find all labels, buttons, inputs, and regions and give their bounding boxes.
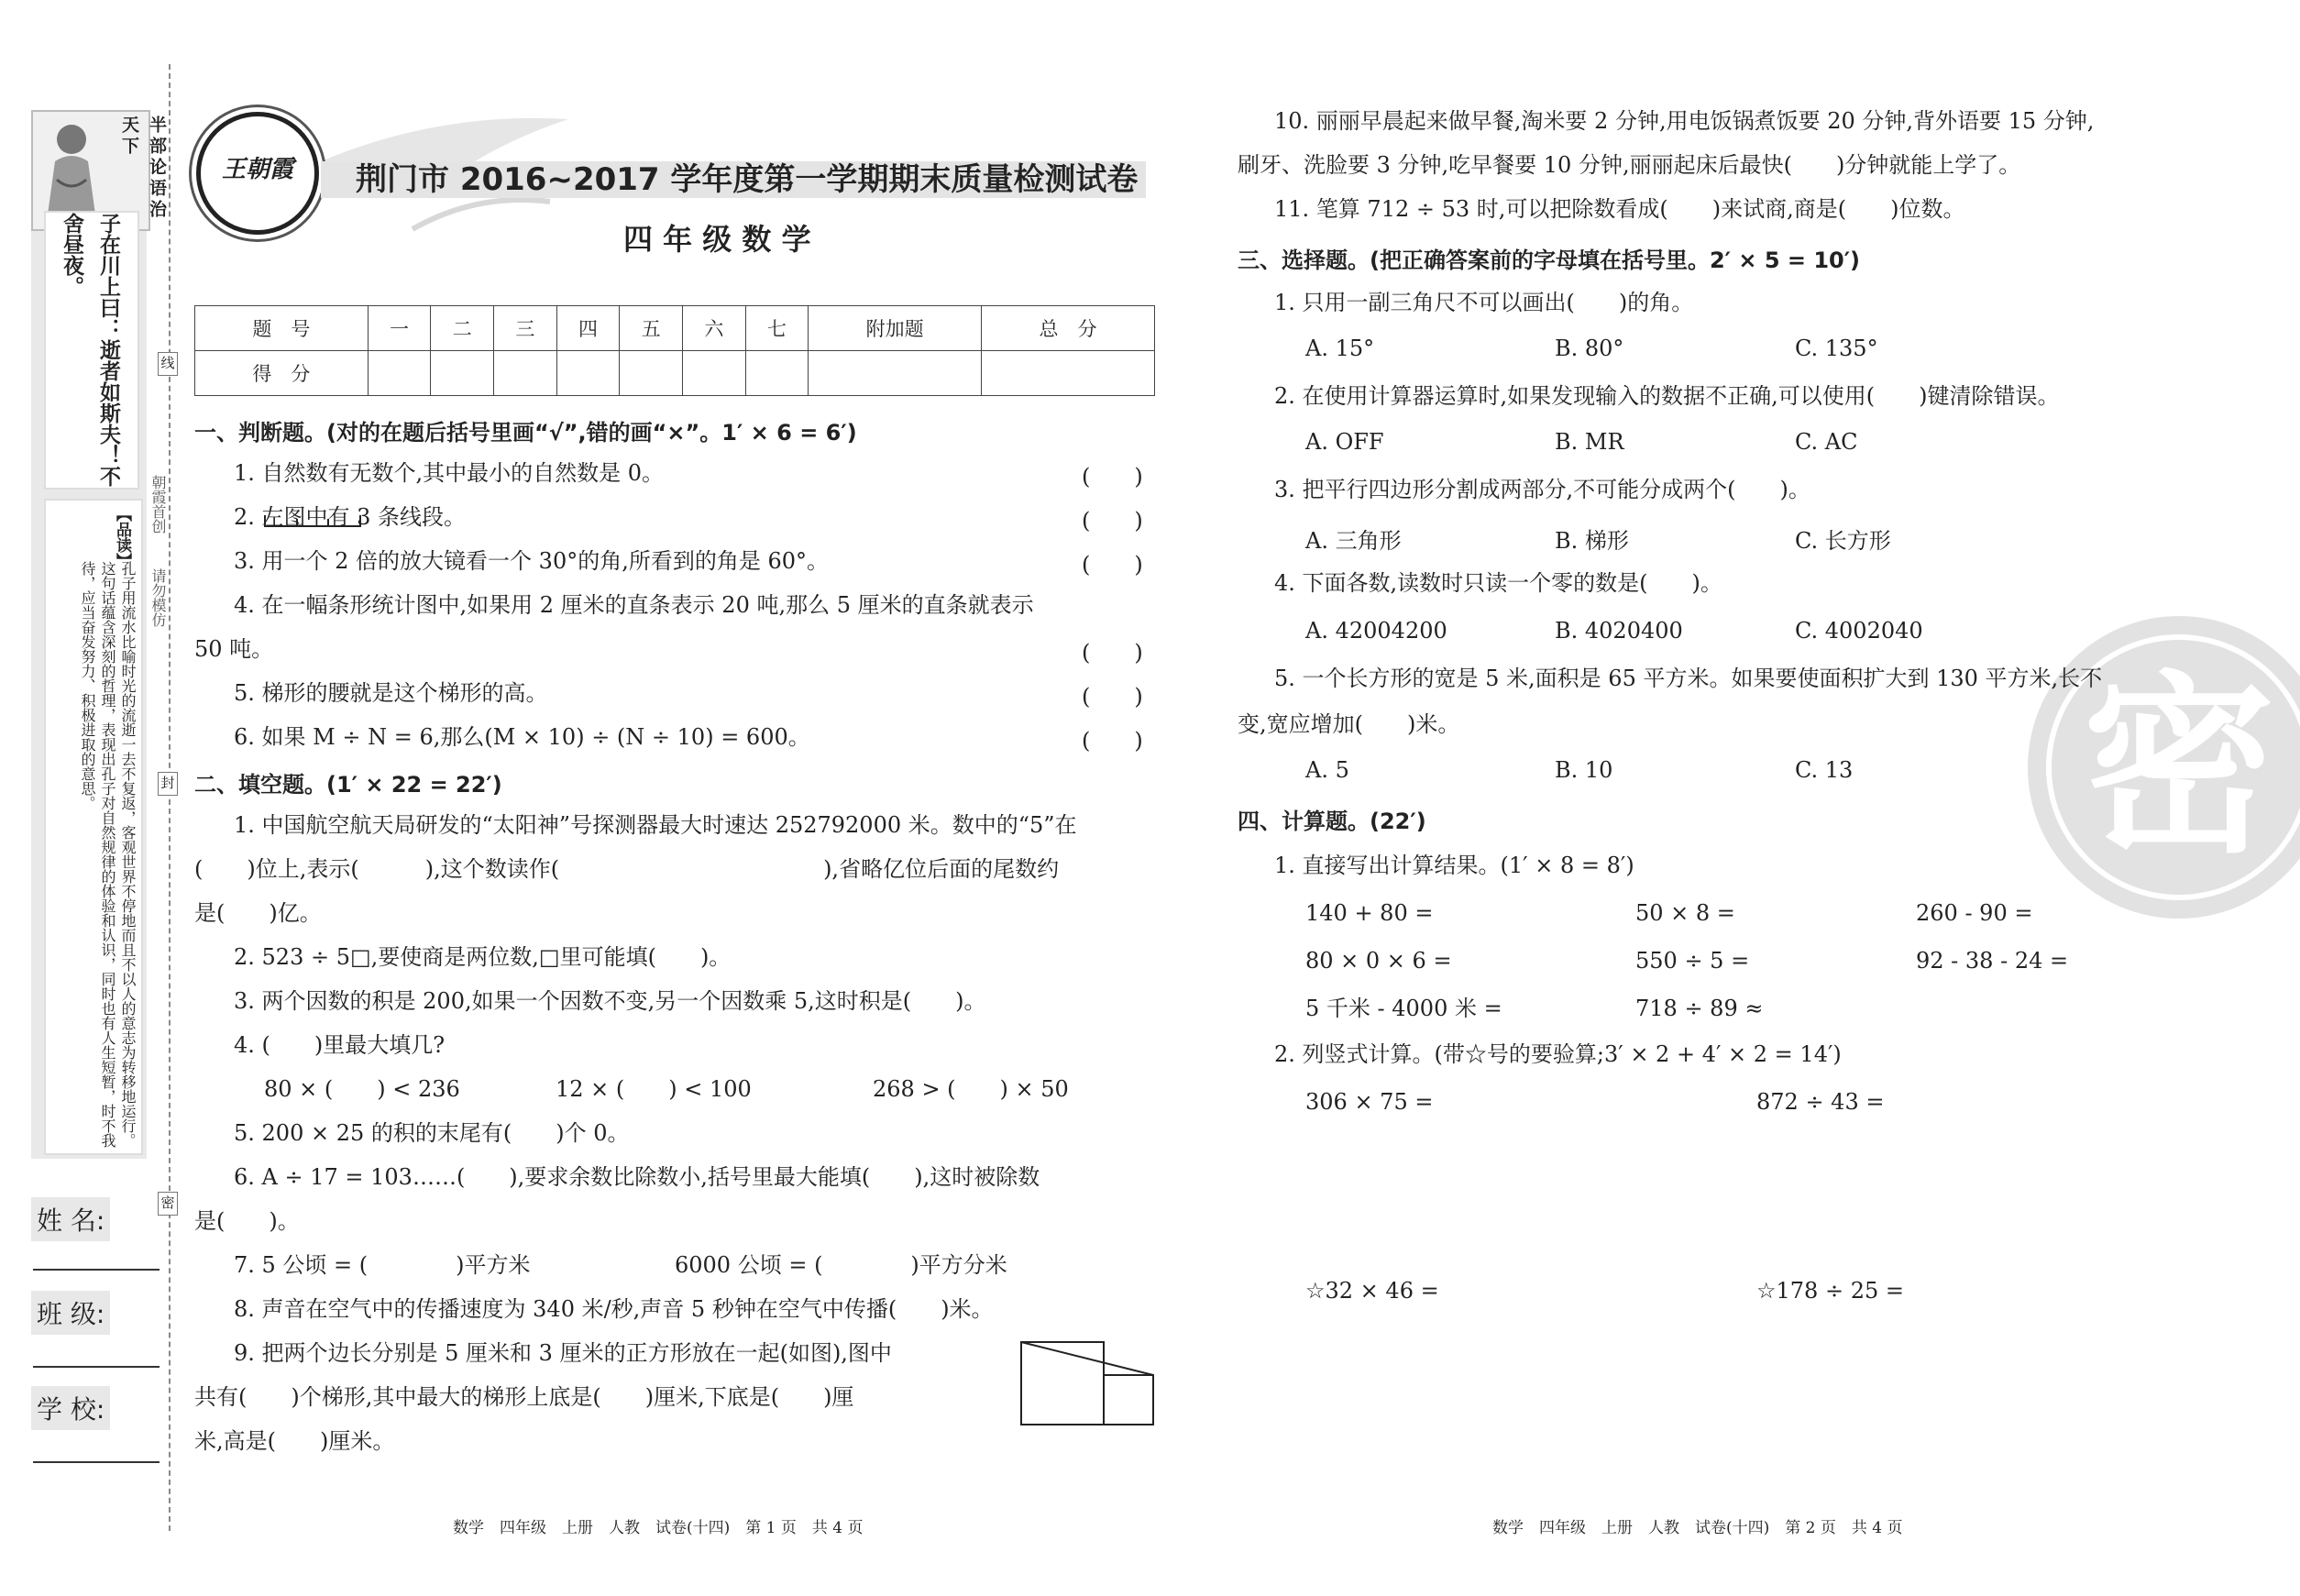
copyright-note-a: 朝霞首创 bbox=[149, 475, 167, 534]
sidebar-reading-text: 孔子用流水比喻时光的流逝一去不复返，客观世界不停地而且不以人的意志为转移地运行。这句话蕴含深刻的哲理，表现出孔子对自然规律的体验和认识，同时也有人生短暂，时不我待，应当奋发努力、积极进取的意思。 bbox=[79, 561, 137, 1148]
calc-item: 550 ÷ 5 = bbox=[1635, 948, 1750, 974]
margin-mark-line: 线 bbox=[158, 352, 178, 376]
judge-item-6: 6. 如果 M ÷ N = 6,那么(M × 10) ÷ (N ÷ 10) = 600。 bbox=[234, 724, 810, 750]
squares-figure bbox=[1019, 1340, 1157, 1428]
fill-q4-b: 12 × ( ) < 100 bbox=[556, 1076, 752, 1102]
calc-item: 92 - 38 - 24 = bbox=[1916, 948, 2069, 974]
table-cell: 附加题 bbox=[809, 306, 982, 351]
fill-q6-line2: 是( )。 bbox=[194, 1208, 300, 1234]
fill-q1-line1: 1. 中国航空航天局研发的“太阳神”号探测器最大时速达 252792000 米。数中的“5”在 bbox=[234, 812, 1077, 838]
fill-q7-b: 6000 公顷 = ( )平方分米 bbox=[675, 1252, 1007, 1278]
exam-title: 荆门市 2016~2017 学年度第一学期期末质量检测试卷 bbox=[356, 161, 1139, 198]
calc-q2: 2. 列竖式计算。(带☆号的要验算;3′ × 2 + 4′ × 2 = 14′) bbox=[1274, 1041, 1842, 1067]
score-cell[interactable] bbox=[745, 351, 809, 396]
section-1-title: 一、判断题。(对的在题后括号里画“√”,错的画“×”。1′ × 6 = 6′) bbox=[194, 420, 857, 446]
fill-q5: 5. 200 × 25 的积的末尾有( )个 0。 bbox=[234, 1120, 630, 1146]
answer-blank[interactable]: ( ) bbox=[1082, 464, 1143, 490]
judge-item-4-cont: 50 吨。 bbox=[194, 636, 274, 662]
choice-q1-option-a[interactable]: A. 15° bbox=[1305, 336, 1375, 361]
binding-dashed-line bbox=[169, 64, 171, 1531]
judge-item-4: 4. 在一幅条形统计图中,如果用 2 厘米的直条表示 20 吨,那么 5 厘米的直条就表示 bbox=[234, 592, 1034, 618]
choice-q2: 2. 在使用计算器运算时,如果发现输入的数据不正确,可以使用( )键清除错误。 bbox=[1274, 383, 2060, 409]
fill-q7-a: 7. 5 公顷 = ( )平方米 bbox=[234, 1252, 531, 1278]
calc-item: 718 ÷ 89 ≈ bbox=[1635, 996, 1764, 1021]
fill-q1-line2: ( )位上,表示( ),这个数读作( ),省略亿位后面的尾数约 bbox=[194, 856, 1060, 882]
choice-q4-option-c[interactable]: C. 4002040 bbox=[1795, 618, 1923, 644]
sidebar-name-label: 姓 名: bbox=[31, 1197, 110, 1241]
calc-q1: 1. 直接写出计算结果。(1′ × 8 = 8′) bbox=[1274, 853, 1634, 878]
judge-item-1: 1. 自然数有无数个,其中最小的自然数是 0。 bbox=[234, 460, 665, 486]
score-cell[interactable] bbox=[368, 351, 431, 396]
fill-q9-line2: 共有( )个梯形,其中最大的梯形上底是( )厘米,下底是( )厘 bbox=[194, 1384, 854, 1410]
table-cell: 五 bbox=[620, 306, 683, 351]
sidebar-class-label: 班 级: bbox=[31, 1291, 110, 1335]
judge-item-3: 3. 用一个 2 倍的放大镜看一个 30°的角,所看到的角是 60°。 bbox=[234, 548, 830, 574]
vertical-calc-item: 306 × 75 = bbox=[1305, 1089, 1434, 1115]
choice-q1-option-c[interactable]: C. 135° bbox=[1795, 336, 1878, 361]
answer-blank[interactable]: ( ) bbox=[1082, 552, 1143, 578]
score-cell[interactable] bbox=[982, 351, 1155, 396]
table-cell: 三 bbox=[494, 306, 557, 351]
choice-q1: 1. 只用一副三角尺不可以画出( )的角。 bbox=[1274, 290, 1694, 315]
section-2-title: 二、填空题。(1′ × 22 = 22′) bbox=[194, 772, 502, 798]
fill-q4-c: 268 > ( ) × 50 bbox=[873, 1076, 1069, 1102]
choice-q4: 4. 下面各数,读数时只读一个零的数是( )。 bbox=[1274, 570, 1722, 596]
fill-q6-line1: 6. A ÷ 17 = 103……( ),要求余数比除数小,括号里最大能填( ),这时被除数 bbox=[234, 1164, 1040, 1190]
choice-q3-option-c[interactable]: C. 长方形 bbox=[1795, 528, 1891, 554]
choice-q2-option-a[interactable]: A. OFF bbox=[1305, 429, 1384, 455]
table-cell: 二 bbox=[431, 306, 494, 351]
confucius-icon bbox=[35, 116, 108, 216]
choice-q5-option-b[interactable]: B. 10 bbox=[1555, 757, 1613, 783]
margin-mark-secret: 密 bbox=[158, 1192, 178, 1216]
score-cell[interactable] bbox=[556, 351, 620, 396]
margin-mark-seal: 封 bbox=[158, 772, 178, 796]
watermark-seal-glyph: 密 bbox=[2082, 655, 2275, 879]
choice-q5-line2: 变,宽应增加( )米。 bbox=[1238, 711, 1460, 737]
score-table-header-row bbox=[195, 306, 1155, 351]
choice-q3-option-a[interactable]: A. 三角形 bbox=[1305, 528, 1402, 554]
sidebar-top-label: 半部论语治天下 bbox=[119, 116, 167, 221]
sidebar-school-label: 学 校: bbox=[31, 1386, 110, 1430]
fill-q9-line3: 米,高是( )厘米。 bbox=[194, 1428, 395, 1454]
table-cell: 一 bbox=[368, 306, 431, 351]
section-3-title: 三、选择题。(把正确答案前的字母填在括号里。2′ × 5 = 10′) bbox=[1238, 248, 1861, 273]
choice-q2-option-b[interactable]: B. MR bbox=[1555, 429, 1624, 455]
choice-q4-option-b[interactable]: B. 4020400 bbox=[1555, 618, 1683, 644]
sidebar-name-line[interactable] bbox=[33, 1269, 160, 1271]
table-cell: 四 bbox=[556, 306, 620, 351]
table-cell: 题 号 bbox=[195, 306, 369, 351]
fill-q8: 8. 声音在空气中的传播速度为 340 米/秒,声音 5 秒钟在空气中传播( )米。 bbox=[234, 1296, 994, 1322]
table-cell: 得 分 bbox=[195, 351, 369, 396]
judge-item-2: 2. 左图中有 3 条线段。 bbox=[234, 504, 467, 530]
score-cell[interactable] bbox=[683, 351, 746, 396]
choice-q5-line1: 5. 一个长方形的宽是 5 米,面积是 65 平方米。如果要使面积扩大到 130 平方米,长不 bbox=[1274, 666, 2103, 691]
table-cell: 总 分 bbox=[982, 306, 1155, 351]
exam-subtitle: 四 年 级 数 学 bbox=[623, 222, 811, 257]
calc-item: 50 × 8 = bbox=[1635, 900, 1735, 926]
fill-q1-line3: 是( )亿。 bbox=[194, 900, 322, 926]
choice-q5-option-c[interactable]: C. 13 bbox=[1795, 757, 1854, 783]
table-cell: 六 bbox=[683, 306, 746, 351]
score-cell[interactable] bbox=[431, 351, 494, 396]
fill-q10-line1: 10. 丽丽早晨起来做早餐,淘米要 2 分钟,用电饭锅煮饭要 20 分钟,背外语要 15 分钟, bbox=[1274, 108, 2095, 134]
answer-blank[interactable]: ( ) bbox=[1082, 684, 1143, 710]
choice-q3-option-b[interactable]: B. 梯形 bbox=[1555, 528, 1629, 554]
sidebar-school-line[interactable] bbox=[33, 1461, 160, 1463]
judge-item-5: 5. 梯形的腰就是这个梯形的高。 bbox=[234, 680, 548, 706]
answer-blank[interactable]: ( ) bbox=[1082, 640, 1143, 666]
score-cell[interactable] bbox=[620, 351, 683, 396]
fill-q11: 11. 笔算 712 ÷ 53 时,可以把除数看成( )来试商,商是( )位数。 bbox=[1274, 196, 1965, 222]
vertical-calc-item: ☆32 × 46 = bbox=[1305, 1278, 1439, 1304]
copyright-note-b: 请勿模仿 bbox=[149, 568, 167, 627]
fill-q9-line1: 9. 把两个边长分别是 5 厘米和 3 厘米的正方形放在一起(如图),图中 bbox=[234, 1340, 892, 1366]
sidebar-class-line[interactable] bbox=[33, 1366, 160, 1368]
calc-item: 80 × 0 × 6 = bbox=[1305, 948, 1452, 974]
calc-item: 140 + 80 = bbox=[1305, 900, 1434, 926]
score-cell[interactable] bbox=[809, 351, 982, 396]
fill-q4-a: 80 × ( ) < 236 bbox=[264, 1076, 460, 1102]
sidebar-quote: 子在川上曰：逝者如斯夫！不舍昼夜。 bbox=[60, 213, 120, 487]
choice-q2-option-c[interactable]: C. AC bbox=[1795, 429, 1858, 455]
segment-figure bbox=[262, 510, 363, 528]
section-4-title: 四、计算题。(22′) bbox=[1238, 809, 1426, 834]
calc-item: 5 千米 - 4000 米 = bbox=[1305, 996, 1502, 1021]
choice-q3: 3. 把平行四边形分割成两部分,不可能分成两个( )。 bbox=[1274, 477, 1810, 502]
answer-blank[interactable]: ( ) bbox=[1082, 508, 1143, 534]
score-table-score-row bbox=[195, 351, 1155, 396]
fill-q2: 2. 523 ÷ 5□,要使商是两位数,□里可能填( )。 bbox=[234, 944, 732, 970]
vertical-calc-item: ☆178 ÷ 25 = bbox=[1756, 1278, 1904, 1304]
table-cell: 七 bbox=[745, 306, 809, 351]
page-footer-right: 数学 四年级 上册 人教 试卷(十四) 第 2 页 共 4 页 bbox=[1492, 1519, 1903, 1537]
calc-item: 260 - 90 = bbox=[1916, 900, 2033, 926]
vertical-calc-item: 872 ÷ 43 = bbox=[1756, 1089, 1885, 1115]
score-table bbox=[194, 305, 1155, 396]
brand-logo-text: 王朝霞 bbox=[221, 156, 293, 183]
fill-q10-line2: 刷牙、洗脸要 3 分钟,吃早餐要 10 分钟,丽丽起床后最快( )分钟就能上学了。 bbox=[1238, 152, 2021, 178]
sidebar-reading-label: 【品读】 bbox=[113, 506, 131, 568]
fill-q4: 4. ( )里最大填几? bbox=[234, 1032, 446, 1058]
answer-blank[interactable]: ( ) bbox=[1082, 728, 1143, 754]
score-cell[interactable] bbox=[494, 351, 557, 396]
page-footer-left: 数学 四年级 上册 人教 试卷(十四) 第 1 页 共 4 页 bbox=[453, 1519, 864, 1537]
choice-q4-option-a[interactable]: A. 42004200 bbox=[1305, 618, 1447, 644]
choice-q5-option-a[interactable]: A. 5 bbox=[1305, 757, 1349, 783]
choice-q1-option-b[interactable]: B. 80° bbox=[1555, 336, 1624, 361]
fill-q3: 3. 两个因数的积是 200,如果一个因数不变,另一个因数乘 5,这时积是( )。 bbox=[234, 988, 986, 1014]
